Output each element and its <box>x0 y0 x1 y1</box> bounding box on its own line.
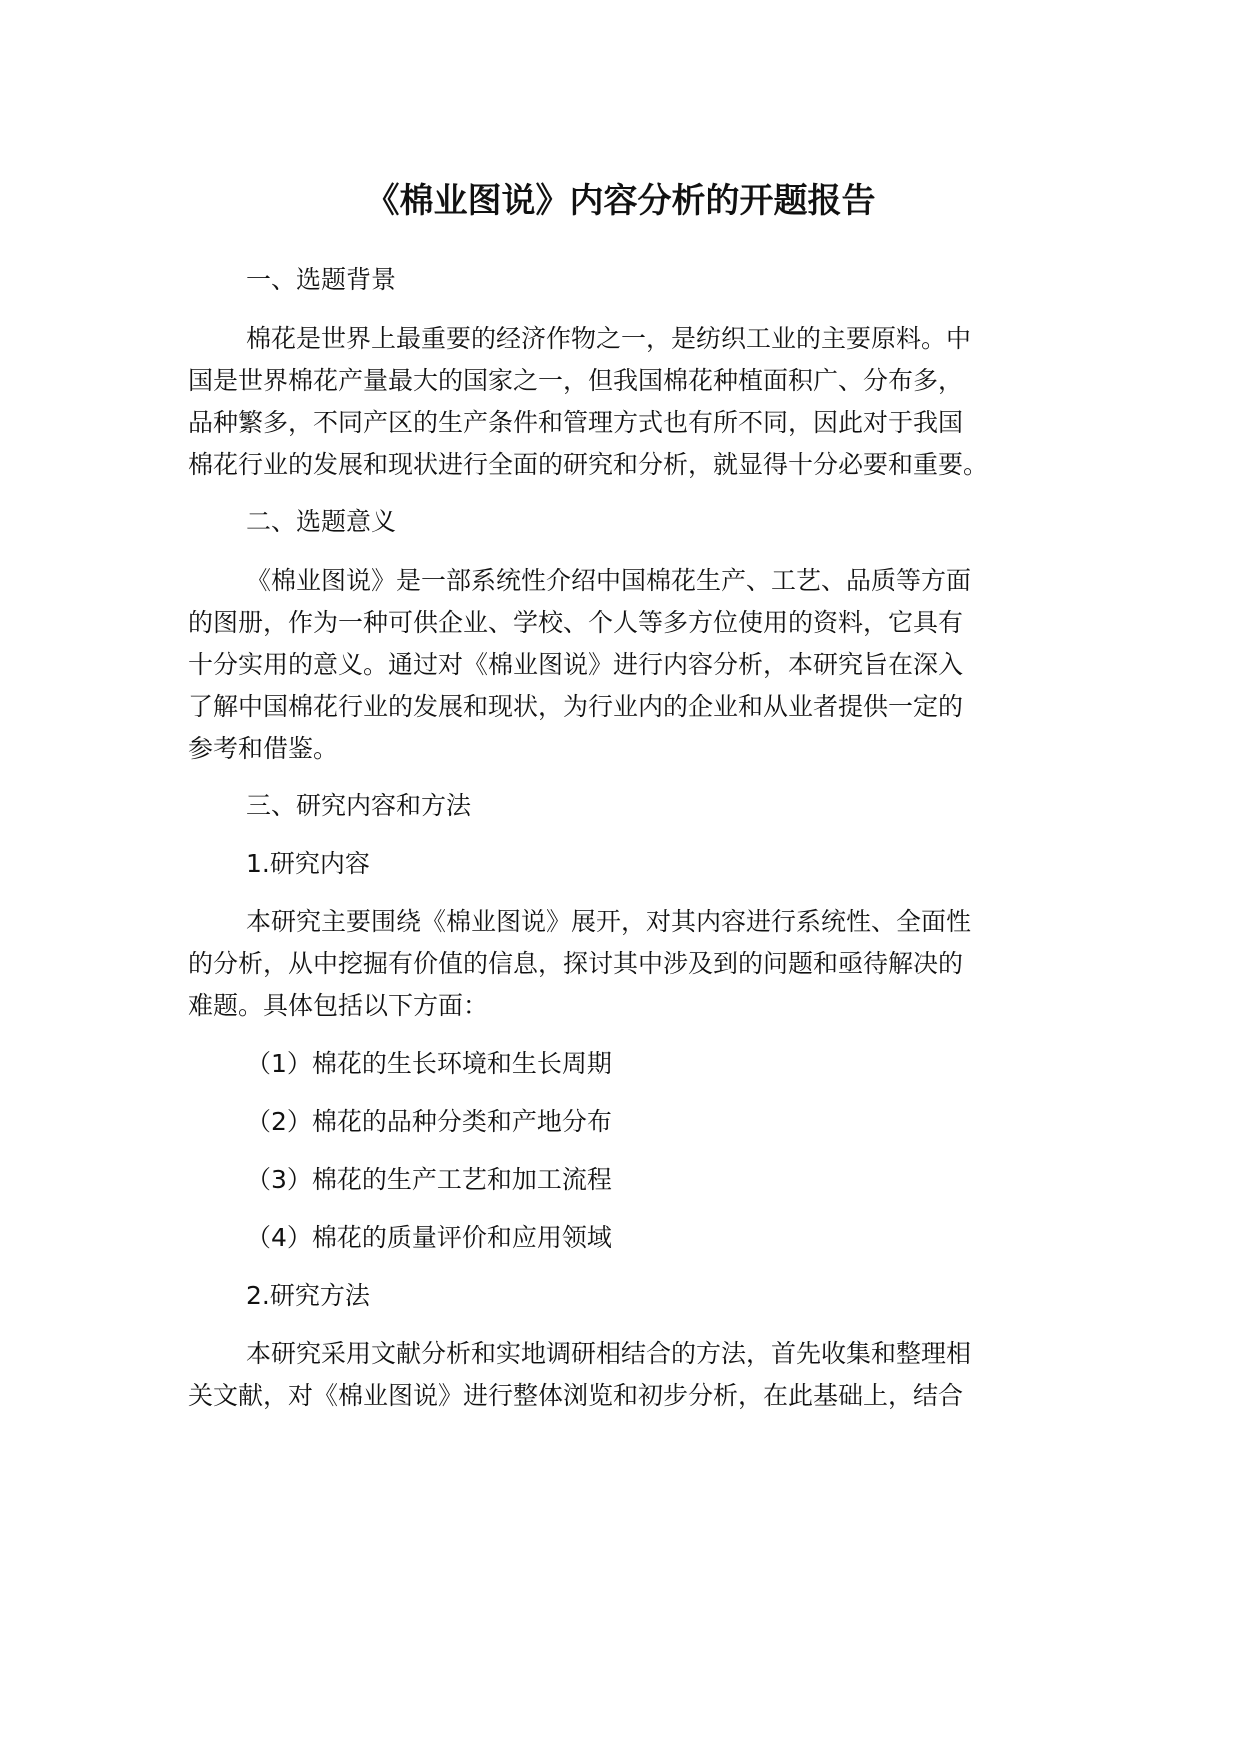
paragraph-line: 品种繁多，不同产区的生产条件和管理方式也有所不同，因此对于我国 <box>188 408 964 437</box>
document-title: 《棉业图说》内容分析的开题报告 <box>365 181 876 221</box>
subsection-heading-methods: 2.研究方法 <box>246 1281 370 1310</box>
list-item: （1）棉花的生长环境和生长周期 <box>246 1049 612 1078</box>
list-item: （3）棉花的生产工艺和加工流程 <box>246 1165 612 1194</box>
paragraph-line: 的图册，作为一种可供企业、学校、个人等多方位使用的资料，它具有 <box>188 608 964 637</box>
paragraph-line: 参考和借鉴。 <box>188 734 339 763</box>
paragraph-line: 十分实用的意义。通过对《棉业图说》进行内容分析，本研究旨在深入 <box>188 650 964 679</box>
list-item: （4）棉花的质量评价和应用领域 <box>246 1223 612 1252</box>
section-heading-content-methods: 三、研究内容和方法 <box>246 791 472 820</box>
paragraph-line: 难题。具体包括以下方面： <box>188 991 489 1020</box>
paragraph-line: 关文献，对《棉业图说》进行整体浏览和初步分析，在此基础上，结合 <box>188 1381 964 1410</box>
paragraph-line: 本研究采用文献分析和实地调研相结合的方法，首先收集和整理相 <box>246 1339 972 1368</box>
section-heading-significance: 二、选题意义 <box>246 507 397 536</box>
paragraph-line: 了解中国棉花行业的发展和现状，为行业内的企业和从业者提供一定的 <box>188 692 964 721</box>
paragraph-line: 国是世界棉花产量最大的国家之一，但我国棉花种植面积广、分布多， <box>188 366 964 395</box>
paragraph-line: 棉花是世界上最重要的经济作物之一，是纺织工业的主要原料。中 <box>246 324 972 353</box>
subsection-heading-content: 1.研究内容 <box>246 849 370 878</box>
paragraph-line: 棉花行业的发展和现状进行全面的研究和分析，就显得十分必要和重要。 <box>188 450 989 479</box>
list-item: （2）棉花的品种分类和产地分布 <box>246 1107 612 1136</box>
paragraph-line: 本研究主要围绕《棉业图说》展开，对其内容进行系统性、全面性 <box>246 907 972 936</box>
section-heading-background: 一、选题背景 <box>246 265 397 294</box>
paragraph-line: 《棉业图说》是一部系统性介绍中国棉花生产、工艺、品质等方面 <box>246 566 972 595</box>
paragraph-line: 的分析，从中挖掘有价值的信息，探讨其中涉及到的问题和亟待解决的 <box>188 949 964 978</box>
